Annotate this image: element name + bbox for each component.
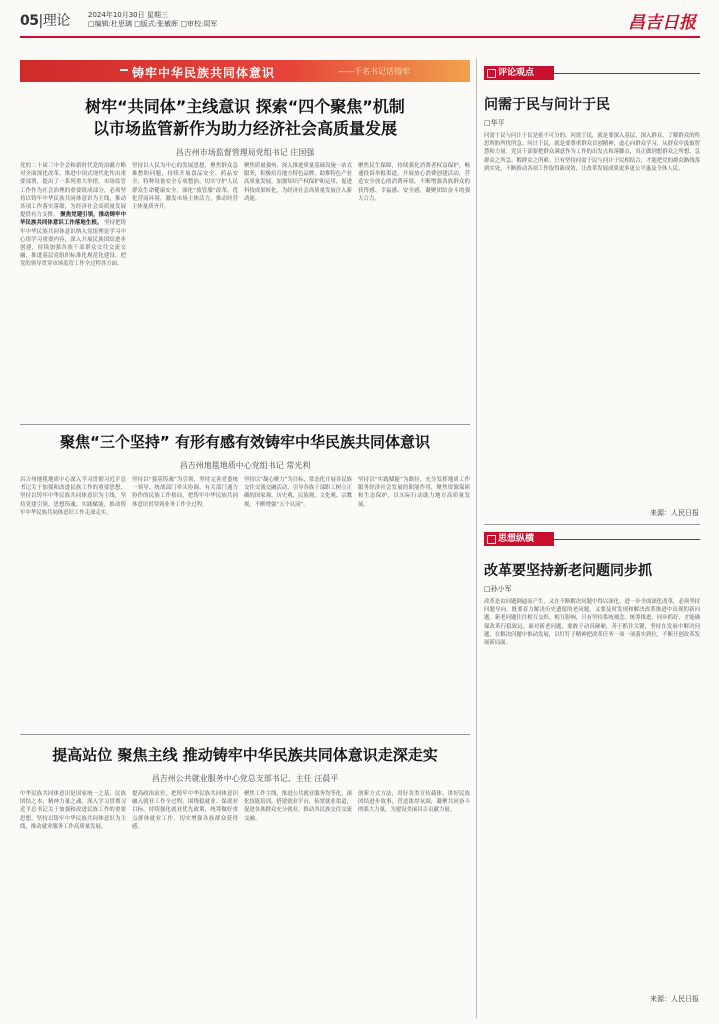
right1-headline: 问需于民与问计于民 [484,97,610,113]
article1-subhead-1: 聚焦党建引领，推动铸牢中华民族共同体意识工作落地生根。 [20,212,126,227]
article1-text-3: 聚焦质量强州，深入推进质量基础设施一站式服务，积极培育地方特色品牌，助推特色产业高质量发展。加强知识产权保护和运用，促进科技成果转化，为经济社会高质量发展注入新动能。 [244,163,352,202]
article3-text-3: 聚焦工作主线，推进公共就业服务均等化，深化技能培训，搭建就业平台，拓宽就业渠道，促进各族群众充分就业，推动各民族交往交流交融。 [244,791,352,822]
article2-byline: 昌吉州地毯地质中心党组书记 常光利 [179,461,311,470]
section-banner [20,60,470,82]
article1-column-3 [244,162,352,420]
article2-column-3 [244,476,352,724]
article2-text-2: 坚持以“强基铸魂”为引领，坚持完善党委统一领导、统战部门牵头协调、有关部门通力协作的民族工作格局，把铸牢中华民族共同体意识贯穿到业务工作全过程。 [132,477,238,508]
banner-deco [120,69,128,71]
right1-source: 来源：人民日报 [650,509,699,517]
article3-text-1: 中华民族共同体意识是国家统一之基、民族团结之本、精神力量之魂。深入学习贯彻习近平总书记关于加强和改进民族工作的重要思想，坚持以铸牢中华民族共同体意识为主线，推动就业服务工作高质量发展。 [20,791,126,830]
tag-comment-view: 评论观点 [484,66,554,80]
divider-right [484,524,700,525]
divider-2 [20,734,470,735]
right2-source: 来源：人民日报 [650,995,699,1003]
masthead-rule [20,36,700,38]
article3-byline: 昌吉州公共就业服务中心党总支部书记、主任 汪晨平 [151,774,339,783]
right2-text: 改革是由问题倒逼而产生，又在不断解决问题中得以深化。进一步全面深化改革，必须坚持问题导向，既要着力解决历史遗留的老问题，又要及时发现和解决改革推进中出现的新问题。新老问题往往相互交织、相互影响，只有坚持系统观念，统筹推进、同步抓好，才能确保改革行稳致远。面对新老问题，要敢于动真碰硬，善于抓住关键，坚持在发展中解决问题、在解决问题中推动发展，以钉钉子精神把改革任务一项一项落实到位，不断开创改革发展新局面。 [484,599,700,647]
article1-column-2 [132,162,238,420]
article1-text-1b: 坚持把铸牢中华民族共同体意识纳入党组理论学习中心组学习重要内容，深入开展民族团结进步创建，持续加强各族干部群众交往交流交融，推进基层党组织标准化规范化建设，把党的领导贯穿市场监管工作全过程各方面。 [20,220,126,268]
article2-text-3: 坚持以“凝心聚力”为目标，常态化开展各民族交往交流交融活动，引导各族干部职工树立正确的国家观、历史观、民族观、文化观、宗教观，不断增强“五个认同”。 [244,477,352,508]
article3-column-4 [358,790,470,1018]
right2-headline: 改革要坚持新老问题同步抓 [484,563,652,579]
right1-author: □华平 [484,119,505,127]
right2-author: □孙小军 [484,585,512,593]
tag-line-2 [554,539,700,540]
section-name: 理论 [42,13,70,29]
tag-thought: 思想纵横 [484,532,554,546]
article3-headline: 提高站位 聚焦主线 推动铸牢中华民族共同体意识走深走实 [52,746,438,764]
article1-text-4: 聚焦民生保障，持续强化消费者权益保护，畅通投诉举报渠道，开展放心消费创建活动，营造安全放心的消费环境，不断增强各族群众的获得感、幸福感、安全感，凝聚团结奋斗的强大合力。 [358,163,470,202]
article2-column-4 [358,476,470,724]
page-num: 05 [20,13,39,29]
masthead [20,6,700,36]
article1-headline-line2: 以市场监管新作为助力经济社会高质量发展 [92,119,397,138]
article3-text-4: 创新方式方法，用好各类宣传载体，讲好民族团结进步故事，营造浓厚氛围，凝聚共同奋斗的强大力量，为建设美丽昌吉贡献力量。 [358,791,470,814]
divider-1 [20,424,470,425]
article2-column-1 [20,476,126,724]
article2-text-1: 昌吉州地毯地质中心深入学习贯彻习近平总书记关于加强和改进民族工作的重要思想，坚持以铸牢中华民族共同体意识为主线，坚持党建引领、思想铸魂、实践赋能，推动铸牢中华民族共同体意识工作走深走实。 [20,477,126,516]
banner-subtitle: ——千名书记话铸牢 [338,67,410,76]
issue-date: 2024年10月30日 星期三 [88,11,168,19]
right2-body [484,598,700,990]
article3-text-2: 提高政治站位，把铸牢中华民族共同体意识融入就业工作全过程，围绕稳就业、保就业目标，持续强化就业优先政策，统筹做好重点群体就业工作，切实增强各族群众获得感。 [132,791,238,830]
article3-column-3 [244,790,352,1018]
article3-column-2 [132,790,238,1018]
right1-body [484,132,700,504]
article1-column-4 [358,162,470,420]
tag-line-1 [554,73,700,74]
article1-headline-line1: 树牢“共同体”主线意识 探索“四个聚焦”机制 [85,97,405,116]
article1-byline: 昌吉州市场监督管理局党组书记 庄国强 [175,148,315,157]
article1-text-2: 坚持以人民为中心的发展思想，聚焦群众急难愁盼问题，持续开展食品安全、药品安全、特种设备安全专项整治，切实守护人民群众生命健康安全。深化“放管服”改革，优化营商环境，激发市场主体活力，推动经营主体量质齐升。 [132,163,238,211]
article1-text-1: 党的二十届三中全会和新时代党的治疆方略对全面深化改革、推进中国式现代化作出重要部署，提出了一系列重大举措。市场监管工作作为社会治理的重要组成部分，必须坚持以铸牢中华民族共同体意识为主线，推动各项工作落实落细，为经济社会高质量发展提供有力支撑。 [20,163,126,219]
article2-column-2 [132,476,238,724]
page-number: 05|理论 [20,13,70,29]
editors-line: □编辑:杜思璃 □版式:张敏晖 □审校:周军 [88,20,218,28]
banner-title: 铸牢中华民族共同体意识 [132,66,276,80]
right1-text: 问需于民与问计于民是密不可分的。问需于民，就是要深入基层、深入群众，了解群众的所思所盼所忧所急；问计于民，就是要尊重群众首创精神，虚心向群众学习，从群众中汲取智慧和力量。党员干部要把群众满意作为工作的出发点和落脚点，真正做到想群众之所想、急群众之所急、解群众之所难。只有坚持问需于民与问计于民相结合，才能把党的群众路线落到实处，不断推动各项工作取得新成效，让改革发展成果更多更公平惠及全体人民。 [484,133,700,172]
issue-meta [88,11,217,29]
article1-column-1 [20,162,126,420]
column-separator [476,58,477,1018]
article2-text-4: 坚持以“实践赋能”为路径，充分发挥地质工作服务经济社会发展的职能作用，聚焦资源保障和生态保护，以实际行动助力地方高质量发展。 [358,477,470,508]
newspaper-logo: 昌吉日报 [628,13,696,33]
article3-column-1 [20,790,126,1018]
article2-headline: 聚焦“三个坚持” 有形有感有效铸牢中华民族共同体意识 [60,433,430,451]
